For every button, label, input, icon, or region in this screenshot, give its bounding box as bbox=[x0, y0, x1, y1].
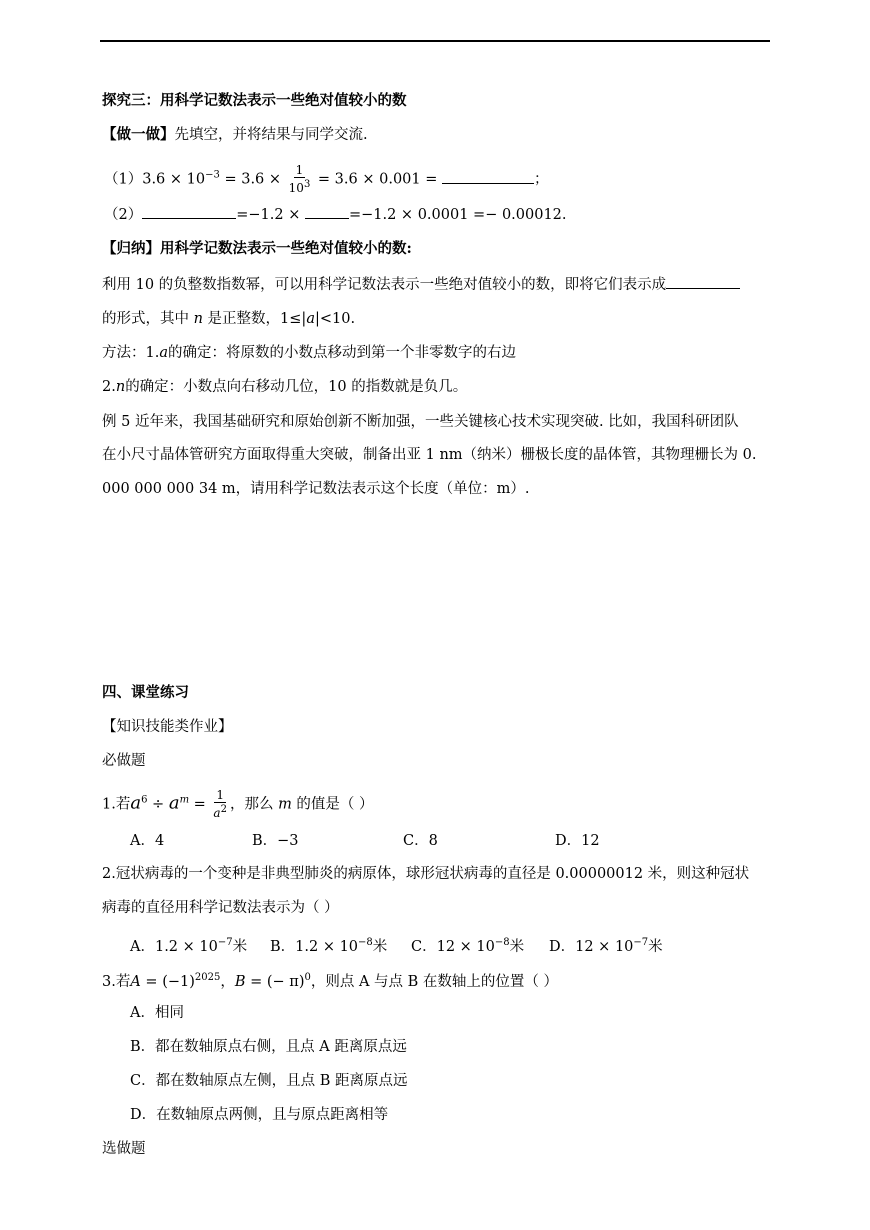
homework-category: 【知识技能类作业】 bbox=[102, 719, 233, 735]
ex2-c-unit: 米 bbox=[509, 938, 525, 955]
example5-line-2: 在小尺寸晶体管研究方面取得重大突破，制备出亚 1 nm（纳米）栅极长度的晶体管，其物理栅长为 0. bbox=[102, 447, 757, 463]
method1-a: 方法：1. bbox=[102, 345, 160, 361]
q2-mid: =−1.2 × bbox=[236, 207, 305, 223]
ex3-a-exp: 2025 bbox=[194, 972, 221, 983]
ex2-option-c[interactable] bbox=[411, 933, 524, 957]
ex3-prefix: 3.若 bbox=[102, 973, 131, 990]
ex2-c-label: C．12 × 10 bbox=[411, 938, 495, 955]
ex1-frac-den-base: a bbox=[213, 806, 221, 820]
ex3-tail: ，则点 A 与点 B 在数轴上的位置（ ） bbox=[310, 973, 559, 990]
summary-line1-text: 利用 10 的负整数指数幂，可以用科学记数法表示一些绝对值较小的数，即将它们表示成 bbox=[102, 277, 667, 293]
q1-blank[interactable] bbox=[442, 169, 534, 184]
q1-end: ； bbox=[534, 171, 549, 188]
summary-blank[interactable] bbox=[666, 274, 740, 289]
method2-var: n bbox=[115, 379, 126, 395]
ex1-tail-b: 的值是（ ） bbox=[291, 796, 374, 813]
section4-title: 四、课堂练习 bbox=[102, 684, 189, 701]
ex1-option-c[interactable]: C．8 bbox=[403, 833, 438, 849]
ex1-frac-num: 1 bbox=[216, 788, 224, 802]
ex3-sep: ， bbox=[220, 973, 235, 990]
exercise-2-line-1: 2.冠状病毒的一个变种是非典型肺炎的病原体，球形冠状病毒的直径是 0.00000012 米，则这种冠状 bbox=[102, 866, 750, 882]
ex2-option-a[interactable] bbox=[130, 933, 247, 957]
q2-blank-1[interactable] bbox=[142, 204, 236, 219]
ex2-b-exp: −8 bbox=[358, 937, 373, 948]
ex1-frac-den-exp: 2 bbox=[220, 804, 227, 815]
ex3-option-c[interactable]: C．都在数轴原点左侧，且点 B 距离原点远 bbox=[130, 1073, 408, 1089]
ex2-b-unit: 米 bbox=[372, 938, 388, 955]
required-label: 必做题 bbox=[102, 753, 146, 769]
method2-b: 的确定：小数点向右移动几位，10 的指数就是负几。 bbox=[125, 379, 468, 395]
summary-title: 用科学记数法表示一些绝对值较小的数: bbox=[160, 240, 412, 257]
summary-bracket: 【归纳】 bbox=[102, 240, 160, 257]
ex2-a-label: A．1.2 × 10 bbox=[130, 938, 218, 955]
optional-label: 选做题 bbox=[102, 1141, 146, 1157]
q1-fraction bbox=[287, 164, 313, 195]
ex3-a: A bbox=[130, 973, 141, 990]
ex1-option-b[interactable]: B．−3 bbox=[252, 833, 299, 849]
q2-prefix: （2） bbox=[104, 207, 143, 223]
fill-question-1 bbox=[104, 164, 549, 195]
ex3-a-val: = (−1) bbox=[140, 973, 195, 990]
ex1-tail-m: m bbox=[278, 796, 292, 813]
method-line-1 bbox=[102, 343, 516, 363]
ex3-option-b[interactable]: B．都在数轴原点右侧，且点 A 距离原点远 bbox=[130, 1039, 407, 1055]
ex2-a-unit: 米 bbox=[232, 938, 248, 955]
q1-frac-den-exp: 3 bbox=[303, 179, 311, 190]
method1-b: 的确定：将原数的小数点移动到第一个非零数字的右边 bbox=[168, 345, 516, 361]
q1-mid: = 3.6 × bbox=[219, 171, 286, 188]
example5-line-3: 000 000 000 34 m，请用科学记数法表示这个长度（单位：m）. bbox=[102, 481, 530, 497]
q1-prefix: （1）3.6 × 10 bbox=[104, 171, 206, 188]
fill-question-2 bbox=[104, 204, 567, 225]
ex2-d-exp: −7 bbox=[633, 937, 649, 948]
summary-line2-n: n bbox=[193, 311, 203, 327]
tryit-text: 先填空，并将结果与同学交流. bbox=[174, 127, 368, 143]
ex2-a-exp: −7 bbox=[217, 937, 233, 948]
ex3-b-val: = (− π) bbox=[245, 973, 305, 990]
ex1-div: ÷ bbox=[147, 796, 169, 813]
ex1-prefix: 1.若 bbox=[102, 796, 131, 813]
ex2-d-unit: 米 bbox=[648, 938, 663, 955]
tryit-bracket: 【做一做】 bbox=[102, 126, 175, 143]
summary-line2-c: |<10. bbox=[314, 311, 356, 327]
method2-a: 2. bbox=[102, 379, 116, 395]
q1-frac-num: 1 bbox=[295, 163, 304, 177]
header-rule bbox=[100, 40, 770, 42]
summary-line2-b: 是正整数，1≤| bbox=[202, 311, 307, 327]
q1-tail: = 3.6 × 0.001 = bbox=[313, 171, 442, 188]
ex1-option-d[interactable]: D．12 bbox=[555, 833, 600, 849]
section3-title: 探究三：用科学记数法表示一些绝对值较小的数 bbox=[102, 92, 407, 109]
q2-tail: =−1.2 × 0.0001 =− 0.00012. bbox=[348, 207, 567, 223]
ex1-a: a bbox=[130, 792, 142, 814]
ex1-option-a[interactable]: A．4 bbox=[130, 833, 165, 849]
ex2-d-label: D．12 × 10 bbox=[549, 938, 634, 955]
ex1-tail-a: ，那么 bbox=[229, 796, 279, 813]
ex3-b: B bbox=[234, 973, 246, 990]
method1-var: a bbox=[159, 345, 168, 361]
tryit-line bbox=[102, 125, 368, 145]
q2-blank-2[interactable] bbox=[305, 204, 349, 219]
method-line-2 bbox=[102, 377, 467, 397]
ex3-b-exp: 0 bbox=[304, 972, 311, 983]
summary-heading bbox=[102, 239, 412, 259]
ex1-exp6: 6 bbox=[141, 794, 148, 806]
ex1-fraction bbox=[211, 789, 229, 820]
q1-exp: −3 bbox=[205, 169, 220, 181]
q1-frac-den bbox=[287, 178, 313, 195]
exercise-1 bbox=[102, 789, 374, 820]
ex2-b-label: B．1.2 × 10 bbox=[270, 938, 359, 955]
q1-frac-den-base: 10 bbox=[288, 181, 304, 195]
ex2-option-b[interactable] bbox=[270, 933, 387, 957]
ex1-a2: a bbox=[168, 792, 180, 814]
ex1-frac-den bbox=[211, 803, 229, 820]
summary-line2-a: 的形式，其中 bbox=[102, 311, 194, 327]
summary-line-2 bbox=[102, 309, 355, 329]
ex2-c-exp: −8 bbox=[494, 937, 510, 948]
exercise-3 bbox=[102, 968, 558, 992]
exercise-2-line-2: 病毒的直径用科学记数法表示为（ ） bbox=[102, 900, 339, 916]
summary-line-1 bbox=[102, 274, 740, 295]
summary-line2-avar: a bbox=[306, 311, 315, 327]
ex3-option-d[interactable]: D．在数轴原点两侧，且与原点距离相等 bbox=[130, 1107, 389, 1123]
ex1-expm: m bbox=[179, 794, 190, 806]
example5-line-1: 例 5 近年来，我国基础研究和原始创新不断加强，一些关键核心技术实现突破. 比如，我国科研团队 bbox=[102, 414, 739, 430]
ex3-option-a[interactable]: A．相同 bbox=[130, 1005, 184, 1021]
ex1-eq: = bbox=[189, 796, 211, 813]
ex2-option-d[interactable] bbox=[549, 933, 663, 957]
